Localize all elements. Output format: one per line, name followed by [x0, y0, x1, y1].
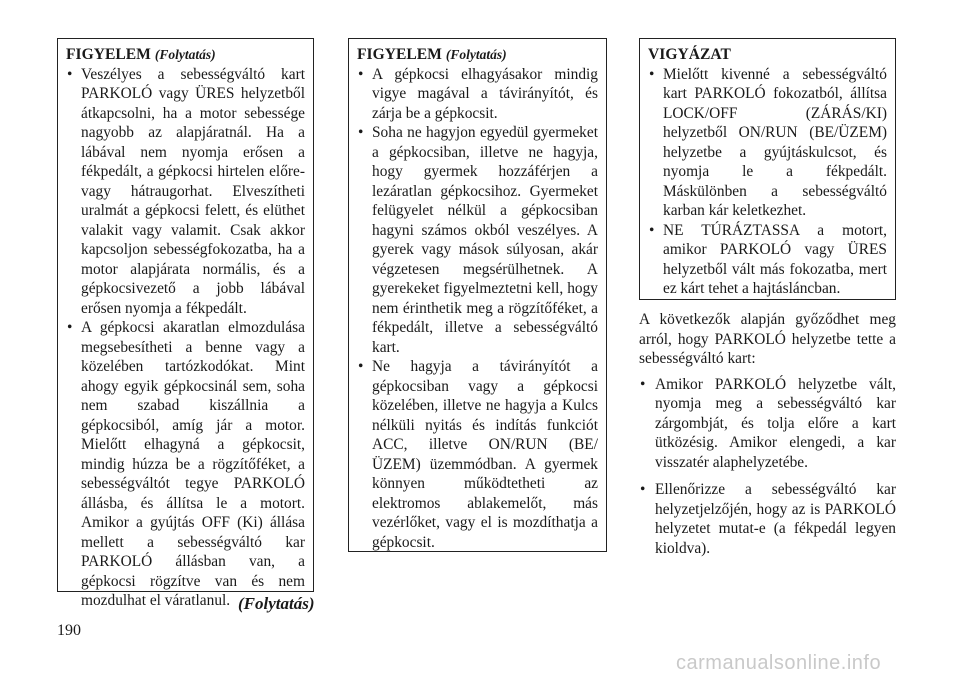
list-item: • Veszélyes a sebességváltó kart PARKOLÓ vagy ÜRES helyzetből átkapcsolni, ha a motor sebessége nagyobb az alapjáratnál. Ha a lábával nem nyomja erősen a fékpedált, a gépkocsi hirtelen előre- vagy hátraugorhat. Elveszítheti uralmát a gépkocsi felett, és elüthet valakit vagy valamit. Csak akkor kapcsoljon sebességfokozatba, ha a motor alapjárata normális, és a gépkocsivezető a jobb lábával erősen nyomja a fékpedált.	[66, 65, 305, 319]
intro-paragraph: A következők alapján győződhet meg arról, hogy PARKOLÓ helyzetbe tette a sebességváltó kart:	[639, 311, 896, 367]
caution-list	[648, 65, 887, 299]
warning-box-title: FIGYELEM (Folytatás)	[357, 46, 507, 63]
caution-box	[639, 38, 896, 300]
list-item: • Mielőtt kivenné a sebességváltó kart PARKOLÓ fokozatból, állítsa LOCK/OFF (ZÁRÁS/KI) helyzetből ON/RUN (BE/ÜZEM) helyzetbe a gyújtáskulcsot, és nyomja le a fékpedált. Máskülönben a sebességváltó karban kár keletkezhet.	[648, 65, 887, 221]
caution-box-title: VIGYÁZAT	[648, 46, 731, 63]
check-list	[639, 375, 896, 559]
warning-box-subtitle: (Folytatás)	[154, 47, 216, 62]
body-text-column	[639, 310, 896, 566]
warning-list	[66, 65, 305, 611]
continued-label: (Folytatás)	[238, 594, 315, 613]
list-item: • Ne hagyja a távirányítót a gépkocsiban vagy a gépkocsi közelében, illetve ne hagyja a Kulcs nélküli nyitás és indítás funkciót ACC, illetve ON/RUN (BE/ ÜZEM) üzemmódban. A gyermek könnyen működtetheti az elektromos ablakemelőt, más vezérlőket, vagy el is mozdíthatja a gépkocsit.	[357, 357, 598, 552]
warning-box-subtitle: (Folytatás)	[445, 47, 507, 62]
list-item: • A gépkocsi elhagyásakor mindig vigye magával a távirányítót, és zárja be a gépkocsit.	[357, 65, 598, 124]
warning-list	[357, 65, 598, 553]
list-item: • Ellenőrizze a sebességváltó kar helyzetjelzőjén, hogy az is PARKOLÓ helyzetet mutat-e (a fékpedál legyen kioldva).	[639, 480, 896, 558]
watermark-text: carmanualsonline.info	[676, 652, 882, 674]
list-item: • A gépkocsi akaratlan elmozdulása megsebesítheti a benne vagy a közelében tartózkodókat. Mint ahogy egyik gépkocsinál sem, soha nem szabad kiszállnia a gépkocsiból, amíg jár a motor. Mielőtt elhagyná a gépkocsit, mindig húzza be a rögzítőféket, a sebességváltót tegye PARKOLÓ állásba, és állítsa le a motort. Amikor a gyújtás OFF (Ki) állása mellett a sebességváltó kar PARKOLÓ állásban van, a gépkocsi rögzítve van és nem mozdulhat el váratlanul.	[66, 318, 305, 611]
list-item: • Soha ne hagyjon egyedül gyermeket a gépkocsiban, illetve ne hagyja, hogy gyermek hozzáférjen a lezáratlan gépkocsihoz. Gyermeket felügyelet nélkül a gépkocsiban hagyni számos okból veszélyes. A gyerek vagy mások súlyosan, akár végzetesen megsérülhetnek. A gyerekeket figyelmeztetni kell, hogy nem érinthetik meg a rögzítőféket, a fékpedált, illetve a sebességváltó kart.	[357, 123, 598, 357]
list-item: • Amikor PARKOLÓ helyzetbe vált, nyomja meg a sebességváltó kar zárgombját, és tolja előre a kart ütközésig. Amikor elengedi, a kar visszatér alaphelyzetébe.	[639, 375, 896, 473]
page-number: 190	[57, 622, 81, 639]
warning-box-title: FIGYELEM (Folytatás)	[66, 46, 216, 63]
warning-box-left	[57, 38, 314, 609]
list-item: • NE TÚRÁZTASSA a motort, amikor PARKOLÓ vagy ÜRES helyzetből vált más fokozatba, mert ez kárt tehet a hajtásláncban.	[648, 221, 887, 299]
warning-box-middle	[348, 38, 607, 552]
